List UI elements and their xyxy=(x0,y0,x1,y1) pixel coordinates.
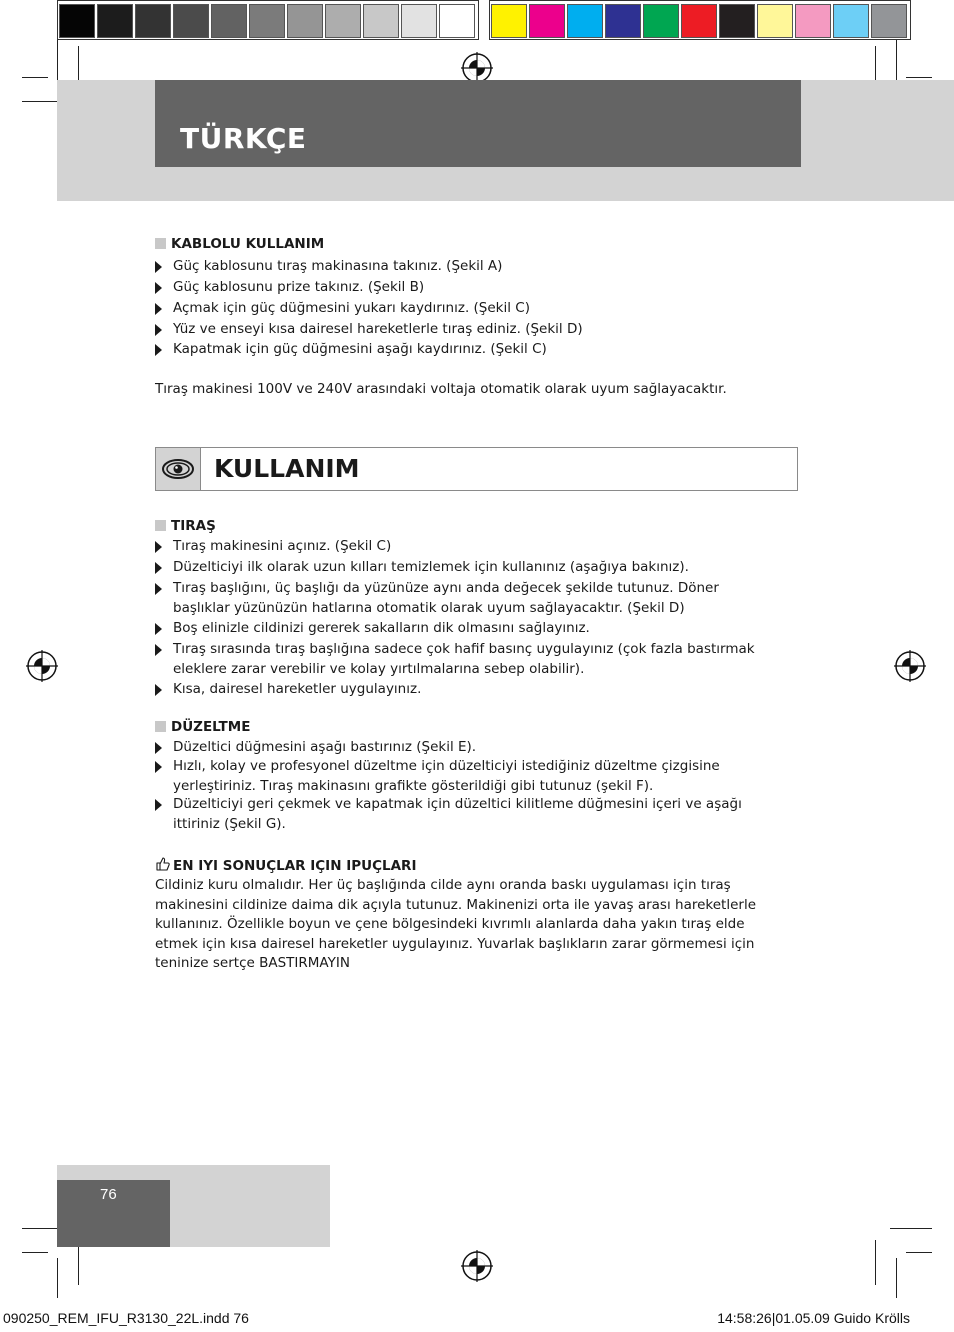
kullanim-heading-box xyxy=(155,447,798,491)
slug-timestamp: 14:58:26|01.05.09 Guido Krölls xyxy=(717,1310,910,1326)
color-swatch xyxy=(135,4,171,38)
color-swatch xyxy=(325,4,361,38)
registration-mark-bottom xyxy=(461,1250,493,1282)
list-item: Düzelticiyi ilk olarak uzun kılları temizlemek için kullanınız (aşağıya bakınız). xyxy=(155,558,775,578)
registration-mark-left xyxy=(26,650,58,682)
triangle-bullet-icon xyxy=(155,541,162,553)
triangle-bullet-icon xyxy=(155,562,162,574)
list-item: Boş elinizle cildinizi gererek sakalların dik olmasını sağlayınız. xyxy=(155,619,775,639)
section-heading-tiras: TIRAŞ xyxy=(155,518,216,534)
list-item: Güç kablosunu tıraş makinasına takınız. (Şekil A) xyxy=(155,257,775,277)
color-swatches xyxy=(489,0,911,40)
triangle-bullet-icon xyxy=(155,282,162,294)
section-heading-duzeltme: DÜZELTME xyxy=(155,719,250,735)
square-bullet-icon xyxy=(155,520,166,531)
list-item: Tıraş sırasında tıraş başlığına sadece çok hafif basınç uygulayınız (çok fazla bastırmak eleklere zarar verebilir ve kolay yırtılmalarına sebep olabilir). xyxy=(155,640,775,679)
color-swatch xyxy=(871,4,907,38)
color-swatch xyxy=(211,4,247,38)
list-item: Hızlı, kolay ve profesyonel düzeltme için düzelticiyi istediğiniz düzeltme çizgisine yerleştiriniz. Tıraş makinasını grafikte gösterildiği gibi tutunuz (şekil F). xyxy=(155,757,775,796)
color-swatch xyxy=(491,4,527,38)
list-item: Düzelticiyi geri çekmek ve kapatmak için düzeltici kilitleme düğmesini içeri ve aşağı ittiriniz (Şekil G). xyxy=(155,795,775,834)
triangle-bullet-icon xyxy=(155,583,162,595)
color-swatch xyxy=(529,4,565,38)
color-swatch xyxy=(643,4,679,38)
triangle-bullet-icon xyxy=(155,261,162,273)
color-swatch xyxy=(719,4,755,38)
color-swatch xyxy=(681,4,717,38)
grayscale-swatches xyxy=(57,0,479,40)
thumbs-up-icon xyxy=(155,856,171,872)
list-item: Açmak için güç düğmesini yukarı kaydırınız. (Şekil C) xyxy=(155,299,775,319)
page-title: TÜRKÇE xyxy=(180,122,307,155)
section-heading-kablolu: KABLOLU KULLANIM xyxy=(155,236,324,252)
list-item: Tıraş makinesini açınız. (Şekil C) xyxy=(155,537,775,557)
color-swatch xyxy=(363,4,399,38)
color-swatch xyxy=(59,4,95,38)
voltage-note: Tıraş makinesi 100V ve 240V arasındaki voltaja otomatik olarak uyum sağlayacaktır. xyxy=(155,381,727,397)
page-number: 76 xyxy=(100,1186,117,1203)
triangle-bullet-icon xyxy=(155,324,162,336)
list-item: Tıraş başlığını, üç başlığı da yüzünüze aynı anda değecek şekilde tutunuz. Döner başlıklar yüzünüzün hatlarına otomatik olarak uyum sağlayacaktır. (Şekil D) xyxy=(155,579,775,618)
list-item: Düzeltici düğmesini aşağı bastırınız (Şekil E). xyxy=(155,738,775,758)
list-item: Kapatmak için güç düğmesini aşağı kaydırınız. (Şekil C) xyxy=(155,340,775,360)
eye-icon-cell xyxy=(156,448,201,490)
color-calibration-bar xyxy=(57,0,921,40)
section-heading-ipuclari: EN IYI SONUÇLAR IÇIN IPUÇLARI xyxy=(155,856,416,874)
color-swatch xyxy=(757,4,793,38)
triangle-bullet-icon xyxy=(155,623,162,635)
square-bullet-icon xyxy=(155,721,166,732)
color-swatch xyxy=(605,4,641,38)
triangle-bullet-icon xyxy=(155,799,162,811)
kullanim-title: KULLANIM xyxy=(214,454,360,483)
triangle-bullet-icon xyxy=(155,644,162,656)
registration-mark-right xyxy=(894,650,926,682)
triangle-bullet-icon xyxy=(155,303,162,315)
slug-filename: 090250_REM_IFU_R3130_22L.indd 76 xyxy=(3,1310,249,1326)
color-swatch xyxy=(567,4,603,38)
list-item: Kısa, dairesel hareketler uygulayınız. xyxy=(155,680,775,700)
color-swatch xyxy=(287,4,323,38)
square-bullet-icon xyxy=(155,238,166,249)
list-item: Güç kablosunu prize takınız. (Şekil B) xyxy=(155,278,775,298)
eye-icon xyxy=(156,448,200,490)
color-swatch xyxy=(97,4,133,38)
triangle-bullet-icon xyxy=(155,344,162,356)
tips-paragraph: Cildiniz kuru olmalıdır. Her üç başlığında cilde aynı oranda baskı uygulaması için tıraş makinesini cildinize daima dik açıyla tutunuz. Makinenizi orta ile yavaş arası hareketlerle kullanınız. Özellikle boyun ve çene bölgesindeki kıvrımlı alanlarda daha yakın tıraş elde etmek için kısa dairesel hareketler uygulayınız. Yuvarlak başlıkların zarar görmemesi için teninize sertçe BASTIRMAYIN xyxy=(155,877,756,971)
color-swatch xyxy=(833,4,869,38)
color-swatch xyxy=(795,4,831,38)
color-swatch xyxy=(439,4,475,38)
color-swatch xyxy=(173,4,209,38)
triangle-bullet-icon xyxy=(155,684,162,696)
triangle-bullet-icon xyxy=(155,742,162,754)
list-item: Yüz ve enseyi kısa dairesel hareketlerle tıraş ediniz. (Şekil D) xyxy=(155,320,775,340)
color-swatch xyxy=(401,4,437,38)
triangle-bullet-icon xyxy=(155,761,162,773)
color-swatch xyxy=(249,4,285,38)
